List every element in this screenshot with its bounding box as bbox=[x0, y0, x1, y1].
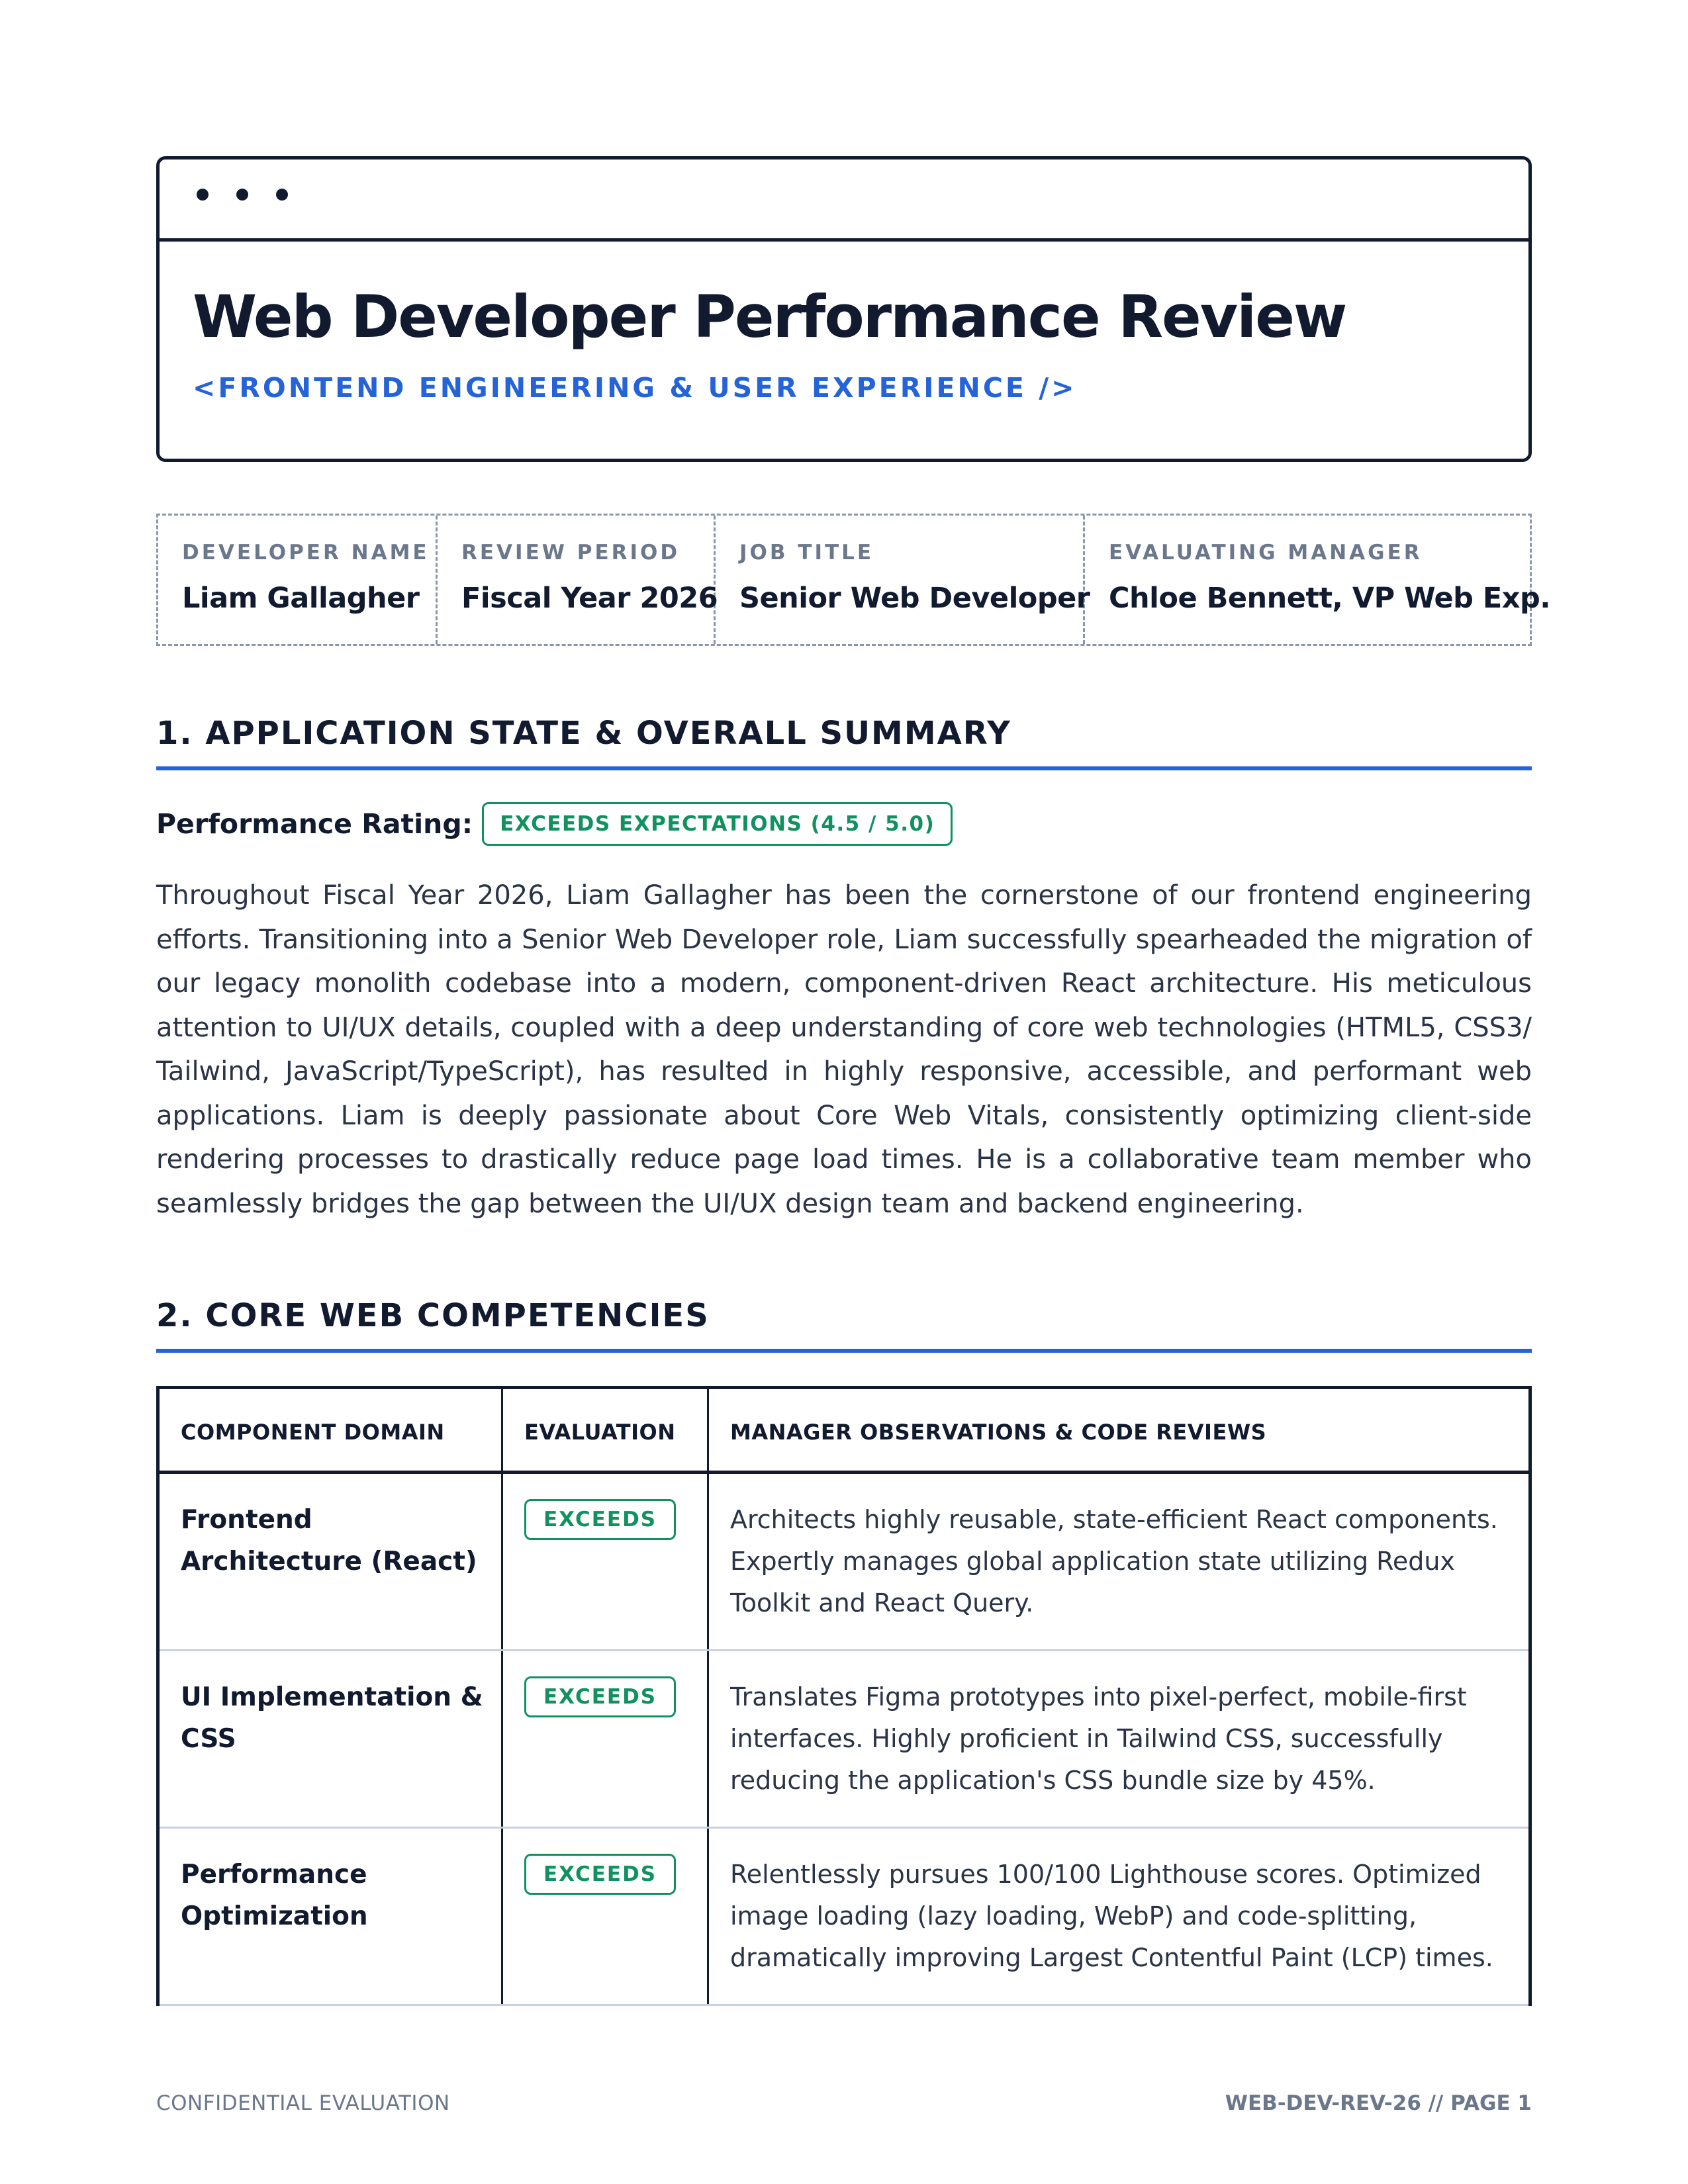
header-window bbox=[156, 156, 1532, 462]
meta-value: Liam Gallagher bbox=[182, 582, 420, 615]
evaluation-cell bbox=[503, 1651, 709, 1827]
observation-cell: Translates Figma prototypes into pixel-perfect, mobile-first interfaces. Highly proficient in Tailwind CSS, successfully reducing the application's CSS bundle size by 45%. bbox=[730, 1682, 1467, 1795]
footer-page-reference: WEB-DEV-REV-26 // PAGE 1 bbox=[1225, 2091, 1532, 2115]
meta-label: EVALUATING MANAGER bbox=[1109, 541, 1423, 565]
column-header-domain: COMPONENT DOMAIN bbox=[160, 1389, 503, 1471]
overall-summary-paragraph: Throughout Fiscal Year 2026, Liam Gallagher has been the cornerstone of our frontend engineering efforts. Transitioning into a Senior Web Developer role, Liam successfully spearheaded the migration of our legacy monolith codebase into a modern, component-driven React architecture. His meticulous attention to UI/UX details, coupled with a deep understanding of core web technologies (HTML5, CSS3/ Tailwind, JavaScript/TypeScript), has resulted in highly responsive, accessible, and performant web applications. Liam is deeply passionate about Core Web Vitals, consistently optimizing client-side rendering processes to drastically reduce page load times. He is a collaborative team member who seamlessly bridges the gap between the UI/UX design team and backend engineering. bbox=[156, 880, 1532, 1219]
column-header-evaluation: EVALUATION bbox=[503, 1389, 709, 1471]
evaluation-badge: EXCEEDS bbox=[524, 1854, 676, 1895]
performance-rating-badge: EXCEEDS EXPECTATIONS (4.5 / 5.0) bbox=[482, 802, 953, 846]
observation-cell: Relentlessly pursues 100/100 Lighthouse scores. Optimized image loading (lazy loading, WebP) and code-splitting, dramatically improving Largest Contentful Paint (LCP) times. bbox=[730, 1860, 1493, 1972]
window-dot-icon bbox=[236, 189, 248, 201]
observation-cell: Architects highly reusable, state-efficient React components. Expertly manages global application state utilizing Redux Toolkit and React Query. bbox=[730, 1505, 1498, 1617]
meta-review-period bbox=[438, 516, 716, 644]
domain-cell: Performance Optimization bbox=[160, 1829, 503, 2004]
window-body bbox=[160, 242, 1528, 404]
meta-label: JOB TITLE bbox=[739, 541, 874, 565]
window-dot-icon bbox=[276, 189, 288, 201]
window-title-bar bbox=[160, 159, 1528, 242]
table-row bbox=[160, 1829, 1528, 2006]
evaluation-badge: EXCEEDS bbox=[524, 1676, 676, 1717]
column-header-observations: MANAGER OBSERVATIONS & CODE REVIEWS bbox=[730, 1420, 1267, 1445]
evaluation-cell bbox=[503, 1829, 709, 2004]
table-header-row bbox=[160, 1389, 1528, 1474]
page-footer bbox=[156, 2091, 1532, 2115]
meta-value: Chloe Bennett, VP Web Exp. bbox=[1109, 582, 1551, 615]
domain-cell: UI Implementation & CSS bbox=[160, 1651, 503, 1827]
meta-value: Senior Web Developer bbox=[739, 582, 1090, 615]
section-heading-competencies: 2. CORE WEB COMPETENCIES bbox=[156, 1297, 1532, 1353]
footer-confidential-label: CONFIDENTIAL EVALUATION bbox=[156, 2091, 450, 2115]
review-meta-grid bbox=[156, 514, 1551, 646]
meta-label: DEVELOPER NAME bbox=[182, 541, 430, 565]
window-dot-icon bbox=[197, 189, 209, 201]
document-title: Web Developer Performance Review bbox=[193, 283, 1346, 351]
performance-rating-label: Performance Rating: bbox=[156, 808, 473, 840]
meta-evaluating-manager bbox=[1085, 516, 1574, 644]
competencies-table bbox=[156, 1386, 1532, 2006]
performance-rating-row bbox=[156, 802, 1532, 846]
review-page bbox=[156, 156, 1551, 2006]
table-row bbox=[160, 1651, 1528, 1829]
evaluation-badge: EXCEEDS bbox=[524, 1499, 676, 1540]
meta-job-title bbox=[716, 516, 1090, 644]
evaluation-cell bbox=[503, 1474, 709, 1649]
table-row bbox=[160, 1474, 1528, 1651]
domain-cell: Frontend Architecture (React) bbox=[160, 1474, 503, 1649]
meta-value: Fiscal Year 2026 bbox=[461, 582, 718, 615]
document-subtitle: <FRONTEND ENGINEERING & USER EXPERIENCE /> bbox=[193, 371, 1077, 404]
meta-label: REVIEW PERIOD bbox=[461, 541, 680, 565]
section-heading-summary: 1. APPLICATION STATE & OVERALL SUMMARY bbox=[156, 715, 1532, 770]
meta-developer-name bbox=[158, 516, 438, 644]
